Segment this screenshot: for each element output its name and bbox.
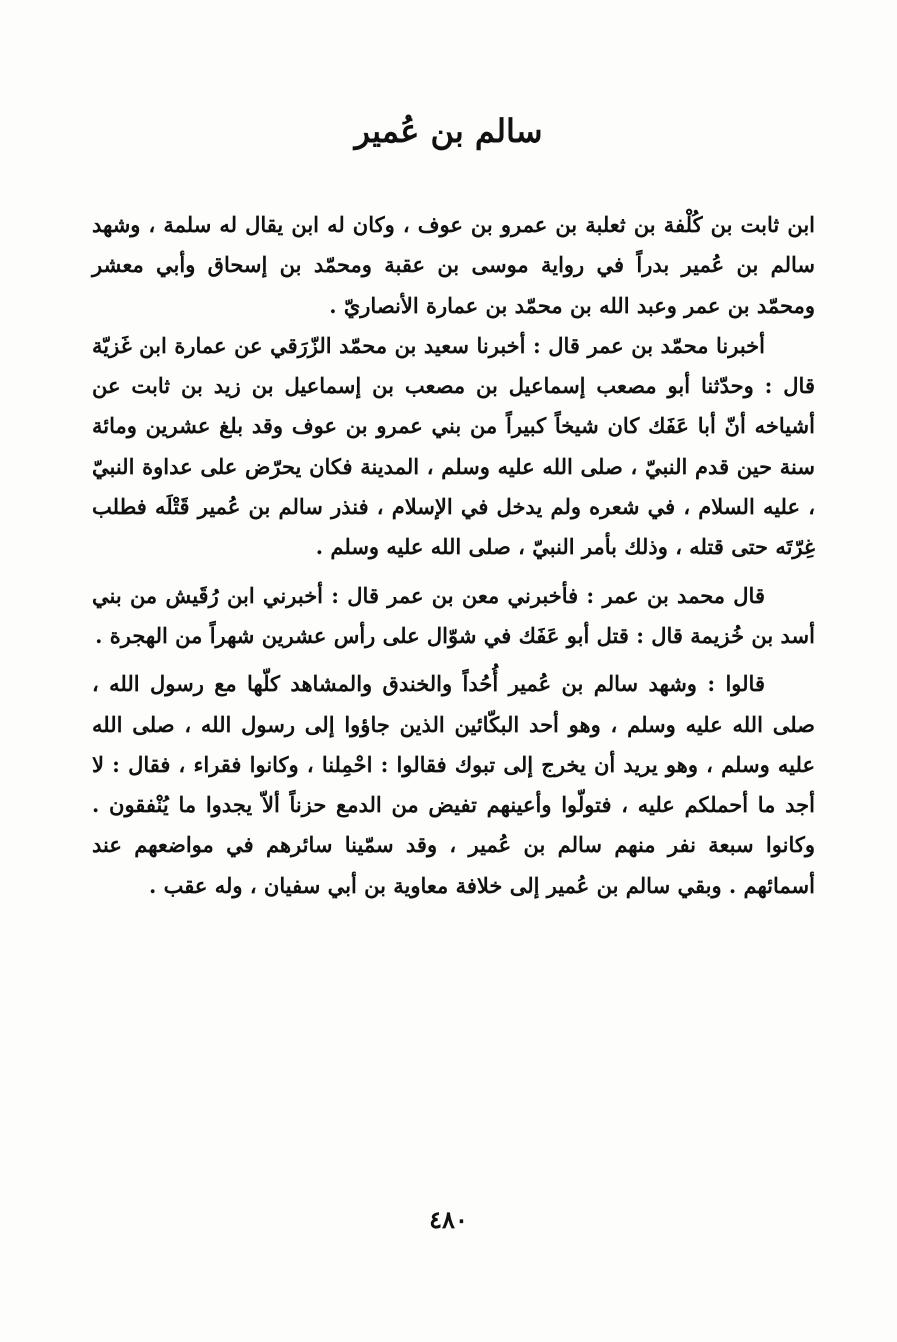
page-title: سالم بن عُمير: [354, 112, 543, 150]
page-number: ٤٨٠: [429, 1205, 468, 1234]
body-text: [92, 205, 815, 906]
paragraph-2: أخبرنا محمّد بن عمر قال : أخبرنا سعيد بن محمّد الزّرَقي عن عمارة ابن غَزيّة قال : وحدّثنا أبو مصعب إسماعيل بن مصعب بن إسماعيل بن زيد بن ثابت عن أشياخه أنّ أبا عَفَك كان شيخاً كبيراً من بني عمرو بن عوف وقد بلغ عشرين ومائة سنة حين قدم النبيّ ، صلى الله عليه وسلم ، المدينة فكان يحرّض على عداوة النبيّ ، عليه السلام ، في شعره ولم يدخل في الإسلام ، فنذر سالم بن عُمير قَتْلَه فطلب غِرّتَه حتى قتله ، وذلك بأمر النبيّ ، صلى الله عليه وسلم .: [92, 332, 815, 560]
paragraph-1: ابن ثابت بن كُلْفة بن ثعلبة بن عمرو بن عوف ، وكان له ابن يقال له سلمة ، وشهد سالم بن عُمير بدراً في رواية موسى بن عقبة ومحمّد بن إسحاق وأبي معشر ومحمّد بن عمر وعبد الله بن محمّد بن عمارة الأنصاريّ .: [92, 212, 815, 318]
paragraph-3: قال محمد بن عمر : فأخبرني معن بن عمر قال : أخبرني ابن رُقَيش من بني أسد بن خُزيمة قال : قتل أبو عَفَك في شوّال على رأس عشرين شهراً من الهجرة .: [92, 582, 815, 648]
paragraph-4: قالوا : وشهد سالم بن عُمير أُحُداً والخندق والمشاهد كلّها مع رسول الله ، صلى الله عليه وسلم ، وهو أحد البكّائين الذين جاؤوا إلى رسول الله ، صلى الله عليه وسلم ، وهو يريد أن يخرج إلى تبوك فقالوا : احْمِلنا ، وكانوا فقراء ، فقال : لا أجد ما أحملكم عليه ، فتولّوا وأعينهم تفيض من الدمع حزناً ألاّ يجدوا ما يُنْفقون . وكانوا سبعة نفر منهم سالم بن عُمير ، وقد سمّينا سائرهم في مواضعهم عند أسمائهم . وبقي سالم بن عُمير إلى خلافة معاوية بن أبي سفيان ، وله عقب .: [92, 671, 815, 898]
